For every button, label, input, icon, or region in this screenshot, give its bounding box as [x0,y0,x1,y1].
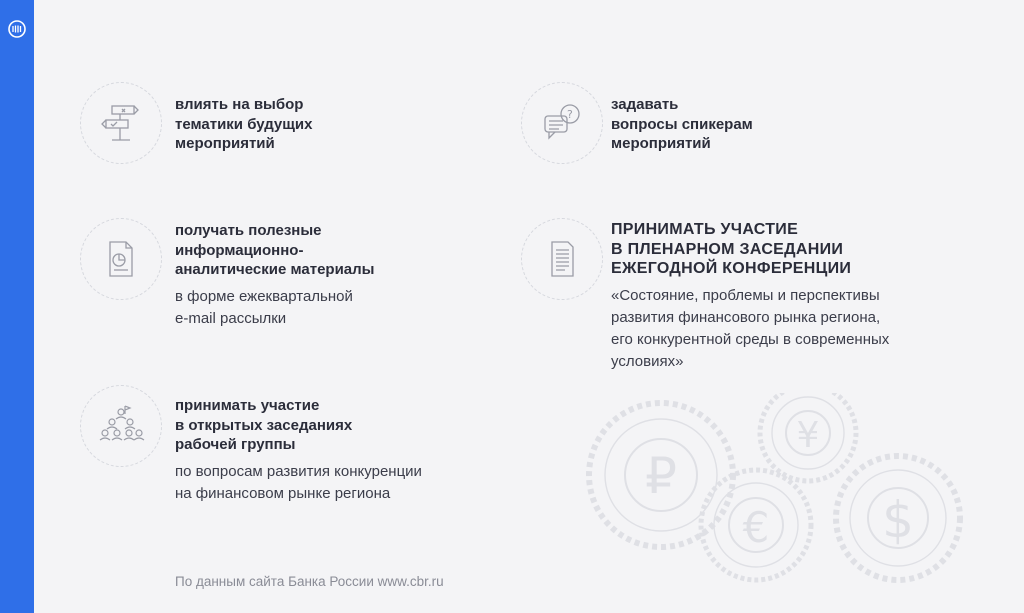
dollar-coin-icon: $ [882,491,914,549]
item-description: в форме ежеквартальной e-mail рассылки [175,287,353,327]
item-working-group [175,396,422,505]
analytics-document-icon-circle [80,218,162,300]
ruble-coin-icon: ₽ [645,447,677,505]
item-questions [611,95,753,154]
item-title: задавать вопросы спикерам мероприятий [611,96,753,152]
document-icon [537,234,587,284]
item-topics [175,95,313,154]
item-conference [611,220,889,373]
analytics-document-icon [96,234,146,284]
yen-coin-icon: ¥ [796,415,820,456]
item-title: получать полезные информационно- аналитические материалы [175,222,375,278]
source-note: По данным сайта Банка России www.cbr.ru [175,574,444,589]
item-title: принимать участие в открытых заседаниях рабочей группы [175,397,353,453]
signpost-icon [96,98,146,148]
speech-bubbles-icon [537,98,587,148]
currency-coins-decoration [586,393,986,598]
item-description: по вопросам развития конкуренции на финансовом рынке региона [175,462,422,502]
left-accent-bar [0,0,34,613]
group-icon-circle [80,385,162,467]
group-icon [95,400,147,452]
item-title: ПРИНИМАТЬ УЧАСТИЕ В ПЛЕНАРНОМ ЗАСЕДАНИИ ЕЖЕГОДНОЙ КОНФЕРЕНЦИИ [611,221,852,277]
euro-coin-icon: € [742,503,770,552]
signpost-icon-circle [80,82,162,164]
speech-bubbles-icon-circle [521,82,603,164]
bank-logo-icon [8,20,26,38]
item-materials [175,221,375,330]
document-icon-circle [521,218,603,300]
item-description: «Состояние, проблемы и перспективы развития финансового рынка региона, его конкурентной среды в современных условиях» [611,286,890,370]
item-title: влиять на выбор тематики будущих мероприятий [175,96,313,152]
svg-text:?: ? [567,108,573,121]
